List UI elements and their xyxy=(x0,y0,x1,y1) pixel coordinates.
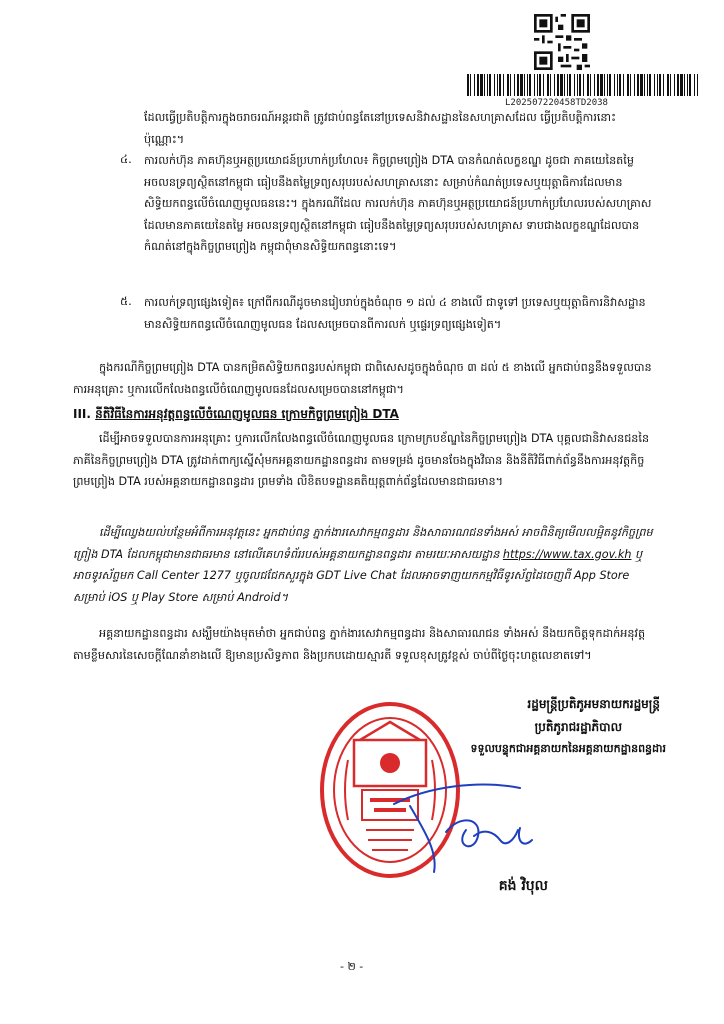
barcode-number: L202507220458TD2038 xyxy=(505,98,608,108)
signatory-name: គង់ វិបុល xyxy=(498,878,548,894)
handwritten-signature xyxy=(390,770,550,880)
section-title: នីតិវិធីនៃការអនុវត្តពន្ធលើចំណេញមូលធន ក្រោមកិច្ចព្រមព្រៀង DTA xyxy=(95,407,399,421)
paragraph-case: ក្នុងករណីកិច្ចព្រមព្រៀង DTA បានកម្រិតសិទ្ធិយកពន្ធរបស់កម្ពុជា ជាពិសេសដូចក្នុងចំណុច ៣ ដល់ ៥ ខាងលើ អ្នកជាប់ពន្ធនឹងទទួលបានការអនុគ្រោះ ឬការលើកលែងពន្ធលើចំណេញមូលធនដែលសម្រេចបាននៅកម្ពុជា។ xyxy=(73,361,652,396)
item-text: ការលក់ហ៊ុន ភាគហ៊ុនឬអត្ថប្រយោជន៍ប្រហាក់ប្រហែល៖ កិច្ចព្រមព្រៀង DTA បានកំណត់លក្ខខណ្ឌ ដូចជា ភាគយេនៃតម្លៃអចលនទ្រព្យស្ថិតនៅកម្ពុជា ធៀបនឹងតម្លៃទ្រព្យសរុបរបស់សហគ្រាសនោះ សម្រាប់កំណត់ប្រទេសឬយុត្តាធិការដែលមានសិទ្ធិយកពន្ធលើចំណេញមូលធននេះ។ ក្នុងករណីដែល ការលក់ហ៊ុន ភាគហ៊ុនឬអត្ថប្រយោជន៍ប្រហាក់ប្រហែលរបស់សហគ្រាស ដែលមានភាគយេនៃតម្លៃ អចលនទ្រព្យស្ថិតនៅកម្ពុជា ធៀបនឹងតម្លៃទ្រព្យសរុបរបស់សហគ្រាស ទាបជាងលក្ខខណ្ឌដែលបាន កំណត់នៅក្នុងកិច្ចព្រមព្រៀង កម្ពុជាពុំមានសិទ្ធិយកពន្ធនោះទេ។ xyxy=(144,154,652,253)
info-text-continued: ឬអាចទូរស័ព្ទមក Call Center 1277 ឬចូលជជែកសួរក្នុង GDT Live Chat ដែលអាចទាញយកកម្មវិធីទូរស័ព្ទដៃចេញពី App Store សម្រាប់ iOS ឬ Play Store សម្រាប់ Android។ xyxy=(73,547,643,604)
item-number: ៤. xyxy=(120,152,132,166)
signatory-title-1: រដ្ឋមន្ត្រីប្រតិភូអមនាយករដ្ឋមន្ត្រី xyxy=(527,697,660,711)
website-link[interactable]: https://www.tax.gov.kh xyxy=(502,547,632,561)
section-heading xyxy=(73,406,399,424)
barcode xyxy=(467,74,699,96)
paragraph-procedure: ដើម្បីអាចទទួលបានការអនុគ្រោះ ឬការលើកលែងពន្ធលើចំណេញមូលធន ក្រោមក្របខ័ណ្ឌនៃកិច្ចព្រមព្រៀង DTA បុគ្គលជានិវាសនជននៃភាគីនៃកិច្ចព្រមព្រៀង DTA ត្រូវដាក់ពាក្យស្នើសុំមកអគ្គនាយកដ្ឋានពន្ធដារ តាមទម្រង់ ដូចមានចែងក្នុងវិធាន និងនីតិវិធីពាក់ព័ន្ធនឹងការអនុវត្តកិច្ចព្រមព្រៀង DTA របស់អគ្គនាយកដ្ឋានពន្ធដារ ព្រមទាំង លិខិតបទដ្ឋានគតិយុត្តពាក់ព័ន្ធដែលមានជាធរមាន។ xyxy=(73,432,650,488)
qr-code xyxy=(534,14,590,70)
paragraph-continuation: ដែលធ្វើប្រតិបត្តិការក្នុងចរាចរណ៍អន្តរជាតិ ត្រូវជាប់ពន្ធតែនៅប្រទេសនិវាសដ្ឋាននៃសហគ្រាសដែល ធ្វើប្រតិបត្តិការនោះ ប៉ុណ្ណោះ។ xyxy=(144,111,616,146)
item-text: ការលក់ទ្រព្យផ្សេងទៀត៖ ក្រៅពីករណីដូចមានរៀបរាប់ក្នុងចំណុច ១ ដល់ ៤ ខាងលើ ជាទូទៅ ប្រទេសឬយុត្តាធិការនិវាសដ្ឋាន មានសិទ្ធិយកពន្ធលើចំណេញមូលធន ដែលសម្រេចបានពីការលក់ ឬផ្ទេរទ្រព្យផ្សេងទៀត។ xyxy=(144,296,646,331)
signatory-title-2: ប្រតិភូរាជរដ្ឋាភិបាល xyxy=(534,720,622,734)
paragraph-closing: អគ្គនាយកដ្ឋានពន្ធដារ សង្ឃឹមយ៉ាងមុតមាំថា អ្នកជាប់ពន្ធ ភ្នាក់ងារសេវាកម្មពន្ធដារ និងសាធារណជន ទាំងអស់ នឹងយកចិត្តទុកដាក់អនុវត្តតាមខ្លឹមសារនៃសេចក្តីណែនាំខាងលើ ឱ្យមានប្រសិទ្ធភាព និងប្រកបដោយស្មារតី ទទួលខុសត្រូវខ្ពស់ ចាប់ពីថ្ងៃចុះហត្ថលេខាតទៅ។ xyxy=(73,627,646,662)
info-text: ដើម្បីឈ្វេងយល់បន្ថែមអំពីការអនុវត្តនេះ អ្នកជាប់ពន្ធ ភ្នាក់ងារសេវាកម្មពន្ធដារ និងសាធារណជនទាំងអស់ អាចពិនិត្យមើលលម្អិតនូវកិច្ចព្រមព្រៀង DTA ដែលកម្ពុជាមានជាធរមាន នៅលើគេហទំព័ររបស់អគ្គនាយកដ្ឋានពន្ធដារ តាមរយៈអាសយដ្ឋាន xyxy=(73,526,653,561)
signatory-title-3: ទទួលបន្ទុកជាអគ្គនាយកនៃអគ្គនាយកដ្ឋានពន្ធដារ xyxy=(470,742,666,755)
section-roman: III. xyxy=(73,407,91,421)
item-number: ៥. xyxy=(120,294,132,308)
paragraph-info xyxy=(73,522,657,608)
page-number: - ២ - xyxy=(340,960,364,973)
